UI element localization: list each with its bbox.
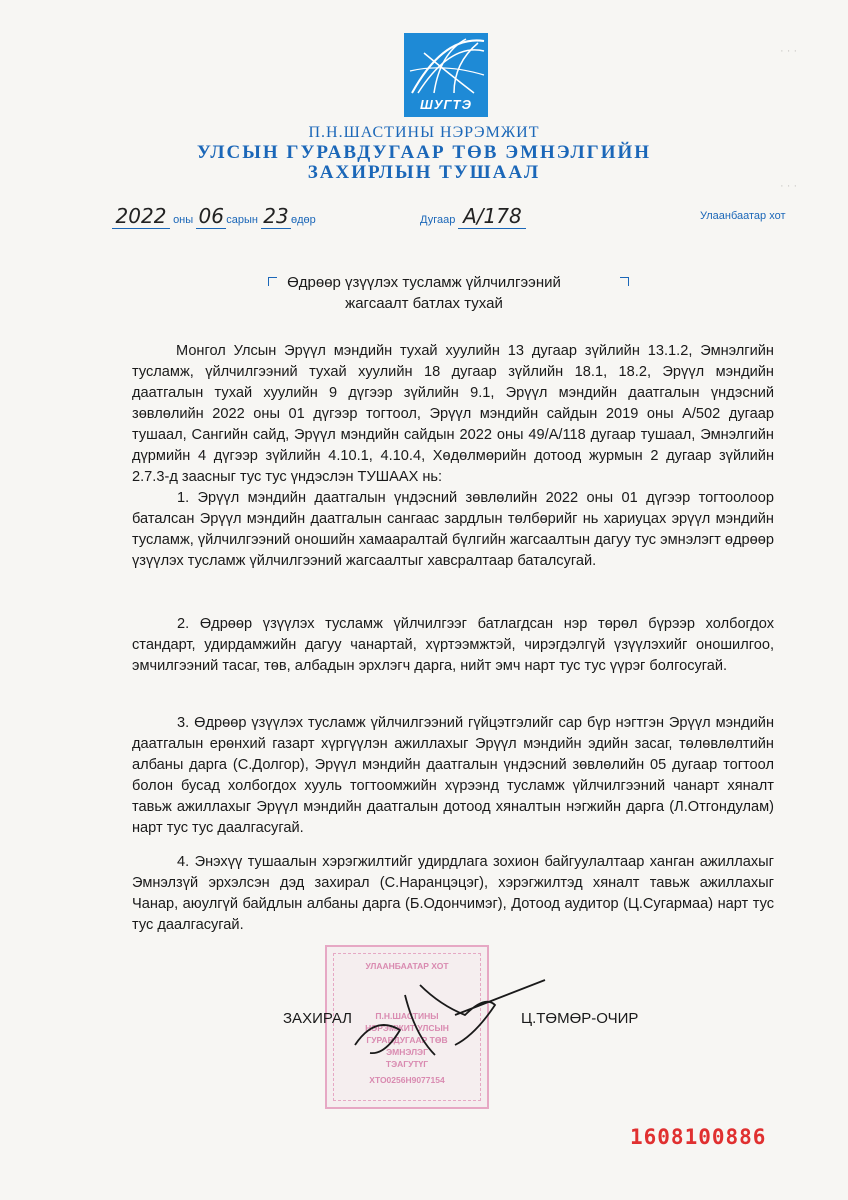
bleed-through-mark: · · · (780, 180, 798, 192)
order-number-label: Дугаар (420, 214, 456, 226)
body-item-1 (132, 488, 774, 572)
stamp-line-2: П.Н.ШАСТИНЫ (375, 1011, 439, 1021)
header-line-3: ЗАХИРЛЫН ТУШААЛ (307, 162, 541, 183)
stamp-line-4: ГУРАВДУГААР ТӨВ (366, 1035, 448, 1045)
item-1-paragraph: 1. Эрүүл мэндийн даатгалын үндэсний зөвлөлийн 2022 оны 01 дүгээр тогтоолоор баталсан Эрүүл мэндийн даатгалын сангаас зардлын төлбөрийг нь хариуцах эрүүл мэндийн тусламж, үйлчилгээний оношийн хамааралтай бүлгийн жагсаалтын дагуу тус эмнэлэгт өдрөөр үзүүлэх тусламж үйлчилгээний жагсаалтыг хавсралтаар баталсугай. (132, 490, 774, 569)
handwritten-signature (345, 975, 555, 1065)
body-item-2 (132, 614, 774, 677)
body-item-3 (132, 713, 774, 839)
order-title (0, 272, 848, 314)
date-month-suffix: сарын (226, 214, 258, 226)
bleed-through-mark: · · · (780, 45, 798, 57)
hospital-logo (404, 33, 488, 117)
body-item-4 (132, 852, 774, 936)
title-line-2: жагсаалт батлах тухай (345, 295, 503, 312)
body-intro (132, 341, 774, 488)
date-month: 06 (196, 204, 226, 229)
order-number-field (420, 204, 526, 229)
serial-number: 1608100886 (630, 1125, 767, 1149)
header-line-2: УЛСЫН ГУРАВДУГААР ТӨВ ЭМНЭЛГИЙН (196, 142, 652, 163)
stamp-line-3: НЭРЭМЖИТ УЛСЫН (365, 1023, 449, 1033)
order-number: А/178 (458, 204, 526, 229)
date-day-suffix: өдөр (291, 214, 316, 226)
signature-name: Ц.ТӨМӨР-ОЧИР (521, 1010, 639, 1027)
intro-paragraph: Монгол Улсын Эрүүл мэндийн тухай хуулийн 13 дугаар зүйлийн 13.1.2, Эмнэлгийн тусламж, үйлчилгээний тухай хуулийн 18 дугаар зүйлийн 18.1, 18.2, Эрүүл мэндийн даатгалын тухай хуулийн 9 дүгээр зүйлийн 9.1, Эрүүл мэндийн даатгалын үндэсний зөвлөлийн 2022 оны 01 дүгээр тогтоол, Эрүүл мэндийн сайдын 2019 оны А/502 дугаар тушаал, Сангийн сайд, Эрүүл мэндийн сайдын 2022 оны 49/А/118 дугаар тушаал, Эмнэлгийн дүрмийн 4 дүгээр зүйлийн 4.10.1, 4.10.4, Хөдөлмөрийн дотоод журмын 2 дугаар зүйлийн 2.7.3-д заасныг тус тус үндэслэн ТУШААХ нь: (132, 343, 774, 485)
header-line-1: П.Н.ШАСТИНЫ НЭРЭМЖИТ (308, 124, 540, 141)
stamp-line-1: УЛААНБААТАР ХОТ (365, 961, 449, 971)
title-line-1: Өдрөөр үзүүлэх тусламж үйлчилгээний (287, 274, 561, 291)
logo-text: ШУГТЭ (420, 97, 472, 112)
date-year-suffix: оны (173, 214, 194, 226)
stamp-line-6: ТЭАГУТҮГ (385, 1059, 429, 1069)
item-2-paragraph: 2. Өдрөөр үзүүлэх тусламж үйлчилгээг батлагдсан нэр төрөл бүрээр холбогдох стандарт, удирдамжийн дагуу чанартай, хүртээмжтэй, чирэгдэлгүй үзүүлэхийг оношилгоо, эмчилгээний тасаг, төв, албадын эрхлэгч дарга, нийт эмч нарт тус тус үүрэг болгосугай. (132, 616, 774, 674)
stamp-line-5: ЭМНЭЛЭГ (386, 1047, 428, 1057)
stamp-line-7: ХТО0256Н9077154 (369, 1075, 445, 1085)
item-4-paragraph: 4. Энэхүү тушаалын хэрэгжилтийг удирдлага зохион байгуулалтаар ханган ажиллахыг Эмнэлзүй эрхэлсэн дэд захирал (С.Наранцэцэг), хэрэгжилтэд хяналт тавьж ажиллахыг Чанар, аюулгүй байдлын албаны дарга (Б.Одончимэг), Дотоод аудитор (Ц.Сугармаа) нарт тус тус даалгасугай. (132, 854, 774, 933)
date-year: 2022 (112, 204, 170, 229)
date-day: 23 (261, 204, 291, 229)
date-field (112, 204, 316, 229)
city-label: Улаанбаатар хот (700, 210, 786, 222)
signature-position: ЗАХИРАЛ (283, 1010, 353, 1027)
item-3-paragraph: 3. Өдрөөр үзүүлэх тусламж үйлчилгээний гүйцэтгэлийг сар бүр нэгтгэн Эрүүл мэндийн даатгалын ерөнхий газарт хүргүүлэн ажиллахыг Эрүүл мэндийн эдийн засаг, төлөвлөлтийн албаны дарга (С.Долгор), Эрүүл мэндийн даатгалын үндэсний зөвлөлийн 05 дугаар тогтоол болон бусад холбогдох хууль тогтоомжийн хүрээнд тусламж үйлчилгээний чанарт хяналт тавьж ажиллахыг Эрүүл мэндийн даатгалын дотоод хяналтын нэгжийн дарга (Л.Отгондулам) нарт тус тус даалгасугай. (132, 715, 774, 836)
